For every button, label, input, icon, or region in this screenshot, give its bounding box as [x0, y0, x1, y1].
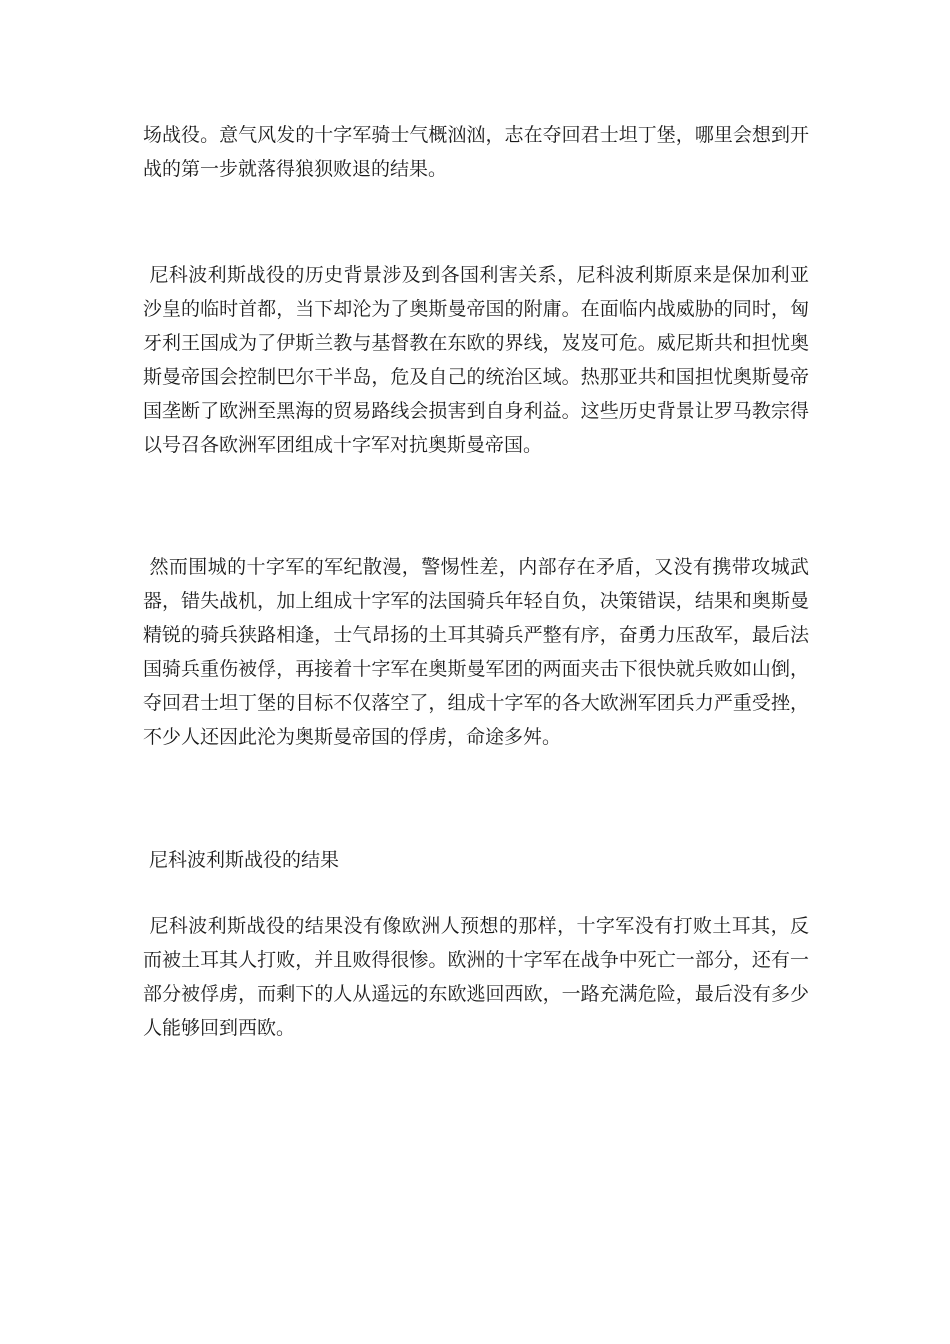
paragraph-4: 尼科波利斯战役的结果没有像欧洲人预想的那样，十字军没有打败土耳其，反而被土耳其人打败，并且败得很惨。欧洲的十字军在战争中死亡一部分，还有一部分被俘虏，而剩下的人从遥远的东欧逃回西欧，一路充满危险，最后没有多少人能够回到西欧。 [143, 915, 809, 1039]
paragraph-3: 然而围城的十字军的军纪散漫，警惕性差，内部存在矛盾，又没有携带攻城武器，错失战机，加上组成十字军的法国骑兵年轻自负，决策错误，结果和奥斯曼精锐的骑兵狭路相逢，士气昂扬的土耳其骑兵严整有序，奋勇力压敌军，最后法国骑兵重伤被俘，再接着十字军在奥斯曼军团的两面夹击下很快就兵败如山倒，夺回君士坦丁堡的目标不仅落空了，组成十字军的各大欧洲军团兵力严重受挫，不少人还因此沦为奥斯曼帝国的俘虏，命途多舛。 [143, 556, 809, 748]
section-heading: 尼科波利斯战役的结果 [143, 849, 340, 871]
paragraph-1: 场战役。意气风发的十字军骑士气概汹汹，志在夺回君士坦丁堡，哪里会想到开战的第一步就落得狼狈败退的结果。 [143, 124, 809, 180]
paragraph-2: 尼科波利斯战役的历史背景涉及到各国利害关系，尼科波利斯原来是保加利亚沙皇的临时首都，当下却沦为了奥斯曼帝国的附庸。在面临内战威胁的同时，匈牙利王国成为了伊斯兰教与基督教在东欧的界线，岌岌可危。威尼斯共和担忧奥斯曼帝国会控制巴尔干半岛，危及自己的统治区域。热那亚共和国担忧奥斯曼帝国垄断了欧洲至黑海的贸易路线会损害到自身利益。这些历史背景让罗马教宗得以号召各欧洲军团组成十字军对抗奥斯曼帝国。 [143, 264, 809, 456]
